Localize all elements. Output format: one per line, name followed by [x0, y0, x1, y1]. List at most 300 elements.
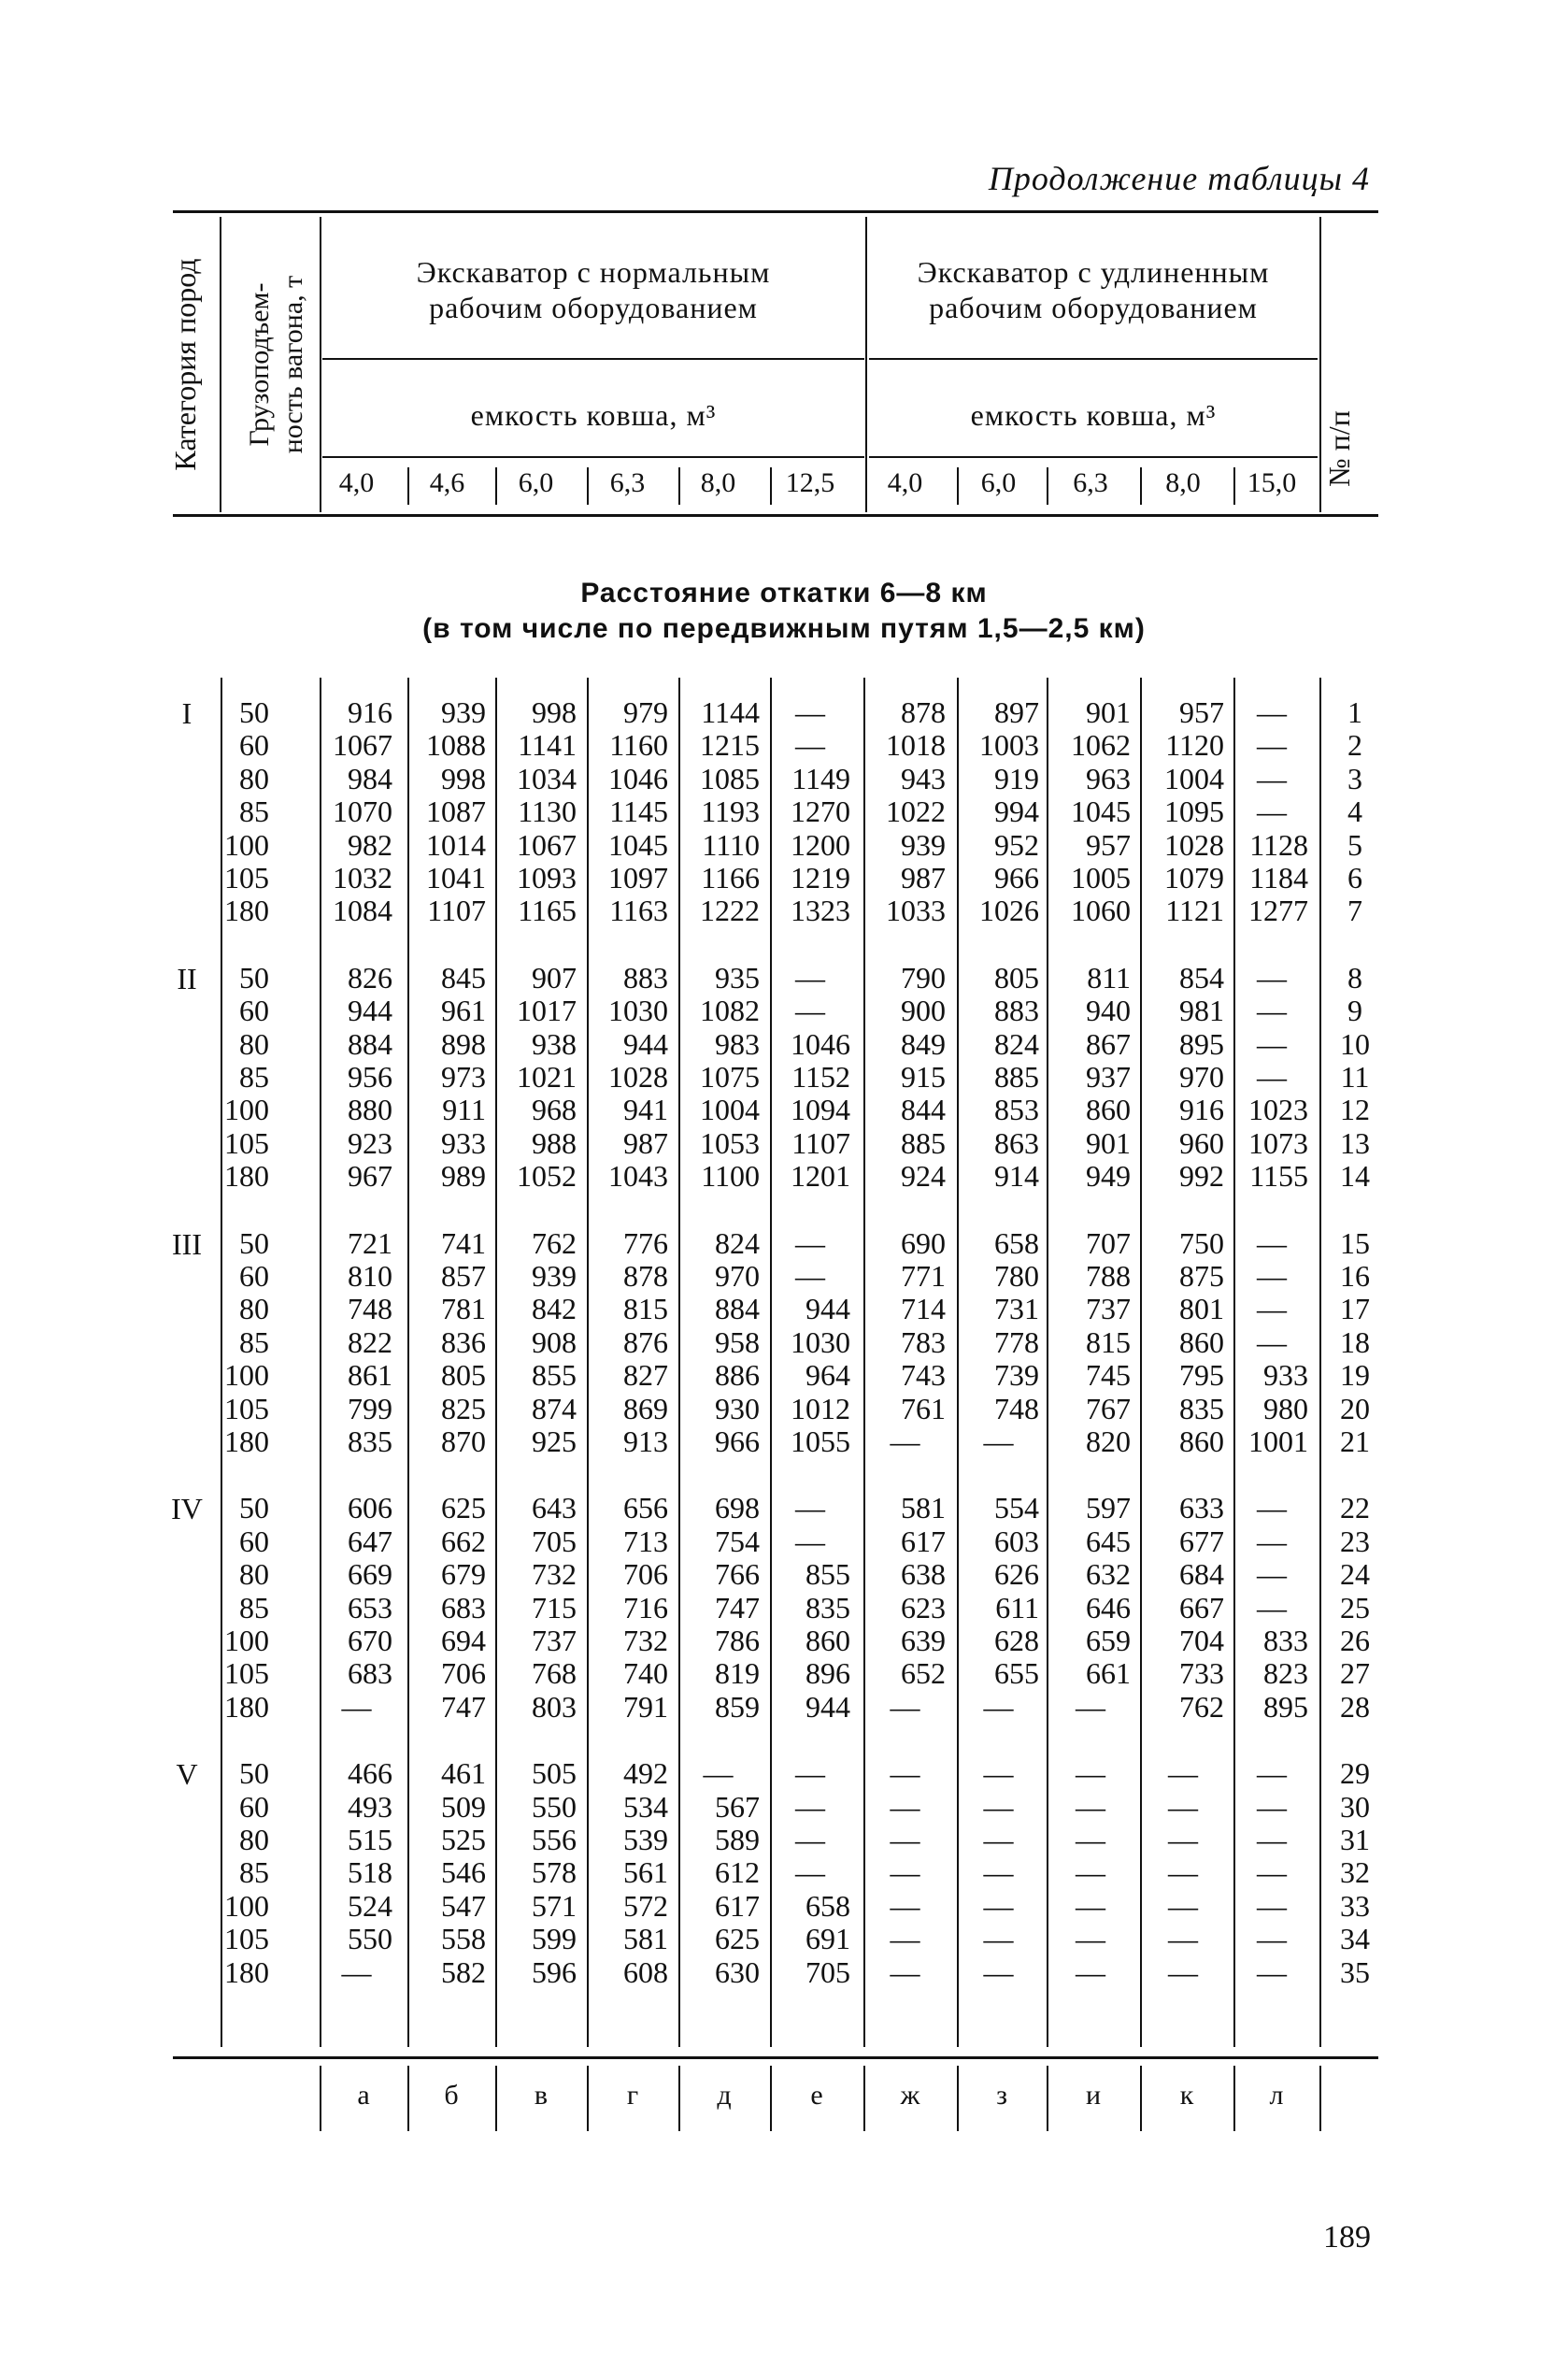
bucket-capacity-cell: 6,0: [980, 467, 1017, 498]
letter-divider: [407, 2066, 409, 2131]
table-cell: 1093: [517, 861, 577, 895]
wagon-capacity-cell: 85: [239, 1324, 269, 1359]
bucket-divider: [770, 467, 772, 505]
table-cell: 820: [1086, 1424, 1131, 1458]
row-number: 14: [1340, 1159, 1370, 1194]
table-cell: 603: [994, 1524, 1039, 1558]
table-cell: 883: [994, 994, 1039, 1028]
table-cell: 984: [348, 761, 392, 795]
table-cell: 611: [995, 1590, 1039, 1625]
table-cell: 880: [348, 1093, 392, 1127]
wagon-capacity-cell: 50: [239, 1756, 269, 1791]
table-cell: 768: [532, 1656, 577, 1691]
table-cell: 617: [715, 1888, 760, 1923]
bucket-capacity-cell: 12,5: [785, 467, 835, 498]
table-cell: 938: [532, 1026, 577, 1061]
table-cell: 707: [1086, 1225, 1131, 1260]
table-cell: 661: [1086, 1656, 1131, 1691]
row-number: 15: [1340, 1225, 1370, 1260]
table-cell: 572: [623, 1888, 668, 1923]
table-cell: 874: [532, 1391, 577, 1425]
table-cell: —: [983, 1954, 1014, 1989]
table-cell: 628: [994, 1624, 1039, 1657]
table-cell: 690: [901, 1225, 946, 1260]
table-cell: 966: [994, 861, 1039, 895]
table-cell: 801: [1179, 1292, 1224, 1326]
table-cell: 781: [441, 1292, 486, 1326]
header-normal-equipment: Экскаватор с нормальным рабочим оборудованием: [416, 255, 771, 324]
table-cell: 766: [715, 1557, 760, 1592]
table-cell: 762: [1179, 1689, 1224, 1724]
table-cell: —: [1257, 1524, 1287, 1558]
letter-divider: [957, 2066, 959, 2131]
table-cell: 658: [994, 1225, 1039, 1260]
table-cell: 1323: [791, 894, 850, 928]
body-column-divider: [221, 678, 222, 2047]
table-cell: 1277: [1248, 894, 1308, 928]
table-cell: 732: [532, 1557, 577, 1592]
table-cell: 939: [441, 695, 486, 729]
table-cell: 823: [1263, 1656, 1308, 1691]
header-bucket-label-extended: емкость ковша, м³: [970, 398, 1217, 432]
table-cell: —: [795, 994, 825, 1028]
table-cell: 961: [441, 994, 486, 1028]
table-cell: 1052: [517, 1159, 577, 1194]
body-column-divider: [1319, 678, 1321, 2047]
table-cell: 554: [994, 1491, 1039, 1525]
table-cell: 824: [994, 1026, 1039, 1061]
table-cell: —: [983, 1424, 1014, 1458]
table-cell: 515: [348, 1823, 392, 1856]
row-number: 13: [1340, 1125, 1370, 1160]
table-cell: 493: [348, 1789, 392, 1824]
table-cell: 546: [441, 1855, 486, 1890]
header-divider-1: [220, 217, 221, 512]
table-cell: —: [890, 1689, 920, 1724]
table-cell: 849: [901, 1026, 946, 1061]
table-cell: 547: [441, 1888, 486, 1923]
table-cell: —: [983, 1888, 1014, 1923]
wagon-capacity-cell: 60: [239, 1789, 269, 1824]
table-cell: 652: [901, 1656, 946, 1691]
table-cell: 791: [623, 1689, 668, 1724]
wagon-capacity-cell: 180: [224, 894, 269, 928]
table-cell: 1004: [700, 1093, 760, 1127]
row-number: 25: [1340, 1590, 1370, 1625]
rock-category-label: V: [176, 1757, 198, 1792]
table-cell: 599: [532, 1922, 577, 1956]
table-cell: 659: [1086, 1624, 1131, 1657]
table-cell: —: [1257, 1324, 1287, 1359]
table-cell: 656: [623, 1491, 668, 1525]
letter-divider: [770, 2066, 772, 2131]
table-cell: 1145: [609, 794, 668, 829]
table-cell: 967: [348, 1159, 392, 1194]
table-cell: 771: [901, 1259, 946, 1293]
table-cell: 987: [901, 861, 946, 895]
wagon-capacity-cell: 100: [224, 827, 269, 862]
table-cell: 956: [348, 1060, 392, 1094]
table-cell: 878: [901, 695, 946, 729]
bucket-divider: [1140, 467, 1142, 505]
table-cell: 869: [623, 1391, 668, 1425]
table-cell: 911: [442, 1093, 486, 1127]
table-cell: 1060: [1071, 894, 1131, 928]
table-cell: 1046: [791, 1026, 850, 1061]
row-number: 29: [1340, 1756, 1370, 1791]
wagon-capacity-cell: 105: [224, 1391, 269, 1425]
table-cell: 1045: [608, 827, 668, 862]
table-cell: 884: [348, 1026, 392, 1061]
table-cell: 805: [441, 1358, 486, 1393]
table-cell: 1222: [700, 894, 760, 928]
wagon-capacity-cell: 50: [239, 1225, 269, 1260]
table-cell: —: [890, 1823, 920, 1856]
bucket-capacity-cell: 4,0: [887, 467, 923, 498]
row-number: 12: [1340, 1093, 1370, 1127]
row-number: 10: [1340, 1026, 1370, 1061]
table-cell: 884: [715, 1292, 760, 1326]
table-cell: 1120: [1165, 728, 1224, 763]
table-cell: 1043: [608, 1159, 668, 1194]
table-cell: 578: [532, 1855, 577, 1890]
table-cell: 1121: [1165, 894, 1224, 928]
wagon-capacity-cell: 180: [224, 1159, 269, 1194]
table-cell: 750: [1179, 1225, 1224, 1260]
table-cell: 964: [805, 1358, 850, 1393]
table-cell: 739: [994, 1358, 1039, 1393]
table-cell: 1030: [608, 994, 668, 1028]
table-cell: 558: [441, 1922, 486, 1956]
table-cell: —: [1076, 1689, 1105, 1724]
table-cell: 878: [623, 1259, 668, 1293]
table-cell: 815: [1086, 1324, 1131, 1359]
wagon-capacity-cell: 105: [224, 1656, 269, 1691]
table-cell: 989: [441, 1159, 486, 1194]
table-cell: 901: [1086, 1125, 1131, 1160]
table-cell: —: [795, 1823, 825, 1856]
row-number: 21: [1340, 1424, 1370, 1458]
table-cell: 1270: [791, 794, 850, 829]
wagon-capacity-cell: 80: [239, 1292, 269, 1326]
table-cell: 815: [623, 1292, 668, 1326]
table-cell: —: [983, 1689, 1014, 1724]
table-cell: —: [1257, 1756, 1287, 1791]
table-cell: 855: [805, 1557, 850, 1592]
table-cell: 762: [532, 1225, 577, 1260]
table-cell: —: [795, 1225, 825, 1260]
table-cell: 842: [532, 1292, 577, 1326]
table-cell: —: [1257, 1823, 1287, 1856]
table-cell: 1200: [791, 827, 850, 862]
table-cell: 900: [901, 994, 946, 1028]
table-cell: 716: [623, 1590, 668, 1625]
table-cell: 898: [441, 1026, 486, 1061]
column-letter: е: [810, 2080, 823, 2111]
table-cell: —: [1257, 1855, 1287, 1890]
table-cell: 1219: [791, 861, 850, 895]
table-cell: 509: [441, 1789, 486, 1824]
column-letter: в: [534, 2080, 549, 2111]
table-cell: —: [1257, 794, 1287, 829]
table-cell: 626: [994, 1557, 1039, 1592]
table-cell: 963: [1086, 761, 1131, 795]
table-cell: 844: [901, 1093, 946, 1127]
wagon-capacity-cell: 85: [239, 1855, 269, 1890]
table-cell: 492: [623, 1756, 668, 1791]
table-cell: 1026: [979, 894, 1039, 928]
row-number: 28: [1340, 1689, 1370, 1724]
table-cell: —: [890, 1756, 920, 1791]
table-cell: 860: [1179, 1424, 1224, 1458]
table-cell: —: [890, 1954, 920, 1989]
table-cell: 952: [994, 827, 1039, 862]
table-cell: 731: [994, 1292, 1039, 1326]
table-cell: 525: [441, 1823, 486, 1856]
table-cell: —: [1257, 1557, 1287, 1592]
table-cell: 534: [623, 1789, 668, 1824]
wagon-capacity-cell: 60: [239, 1524, 269, 1558]
table-cell: 1021: [517, 1060, 577, 1094]
table-cell: 505: [532, 1756, 577, 1791]
table-cell: 691: [805, 1922, 850, 1956]
table-cell: 944: [805, 1689, 850, 1724]
rock-category-label: IV: [171, 1492, 203, 1526]
table-cell: 1107: [791, 1125, 850, 1160]
table-cell: 1055: [791, 1424, 850, 1458]
wagon-capacity-cell: 80: [239, 1557, 269, 1592]
table-cell: —: [1257, 728, 1287, 763]
table-cell: 825: [441, 1391, 486, 1425]
table-cell: —: [1168, 1789, 1198, 1824]
table-cell: 860: [805, 1624, 850, 1657]
table-cell: 1028: [1164, 827, 1224, 862]
table-cell: 901: [1086, 695, 1131, 729]
table-cell: 861: [348, 1358, 392, 1393]
table-cell: 1152: [791, 1060, 850, 1094]
wagon-capacity-cell: 60: [239, 1259, 269, 1293]
table-cell: —: [1257, 1922, 1287, 1956]
bucket-capacity-cell: 6,3: [1073, 467, 1108, 498]
wagon-capacity-cell: 100: [224, 1358, 269, 1393]
table-cell: 721: [348, 1225, 392, 1260]
table-cell: —: [1257, 1026, 1287, 1061]
table-cell: —: [1257, 1888, 1287, 1923]
table-cell: 658: [805, 1888, 850, 1923]
table-cell: 860: [1179, 1324, 1224, 1359]
wagon-capacity-cell: 100: [224, 1093, 269, 1127]
table-cell: —: [703, 1756, 734, 1791]
table-cell: 915: [901, 1060, 946, 1094]
table-cell: 606: [348, 1491, 392, 1525]
table-cell: 647: [348, 1524, 392, 1558]
bucket-divider: [495, 467, 497, 505]
wagon-capacity-cell: 180: [224, 1954, 269, 1989]
table-cell: 907: [532, 960, 577, 995]
bucket-capacity-cell: 8,0: [1165, 467, 1201, 498]
section-subtitle: (в том числе по передвижным путям 1,5—2,5 км): [422, 613, 1146, 644]
table-cell: 705: [805, 1954, 850, 1989]
table-cell: —: [1257, 1789, 1287, 1824]
table-cell: 941: [623, 1093, 668, 1127]
table-cell: 855: [532, 1358, 577, 1393]
table-cell: 1184: [1249, 861, 1308, 895]
wagon-capacity-cell: 180: [224, 1689, 269, 1724]
table-cell: —: [890, 1424, 920, 1458]
table-cell: —: [890, 1855, 920, 1890]
table-cell: 1079: [1164, 861, 1224, 895]
column-letter: и: [1085, 2080, 1102, 2111]
wagon-capacity-cell: 50: [239, 695, 269, 729]
table-cell: 589: [715, 1823, 760, 1856]
table-cell: —: [890, 1888, 920, 1923]
bucket-capacity-cell: 4,0: [338, 467, 375, 498]
table-cell: 715: [532, 1590, 577, 1625]
table-cell: 623: [901, 1590, 946, 1625]
table-cell: —: [795, 695, 825, 729]
table-cell: 1165: [518, 894, 577, 928]
table-cell: —: [1257, 1225, 1287, 1260]
table-cell: 1028: [608, 1060, 668, 1094]
table-cell: —: [1076, 1888, 1105, 1923]
table-cell: —: [983, 1789, 1014, 1824]
bucket-divider: [678, 467, 680, 505]
table-cell: 966: [715, 1424, 760, 1458]
table-cell: 625: [715, 1922, 760, 1956]
table-cell: 1001: [1248, 1424, 1308, 1458]
table-cell: 1018: [886, 728, 946, 763]
table-cell: 822: [348, 1324, 392, 1359]
table-cell: 833: [1263, 1624, 1308, 1657]
table-cell: 706: [441, 1656, 486, 1691]
table-cell: 863: [994, 1125, 1039, 1160]
table-cell: 933: [441, 1125, 486, 1160]
table-cell: —: [1257, 695, 1287, 729]
table-cell: —: [1257, 1292, 1287, 1326]
table-cell: 803: [532, 1689, 577, 1724]
table-cell: 643: [532, 1491, 577, 1525]
table-cell: 653: [348, 1590, 392, 1625]
table-cell: —: [1257, 1954, 1287, 1989]
header-bottom-rule: [173, 514, 1378, 517]
header-mid-rule-normal: [322, 358, 864, 360]
table-cell: 981: [1179, 994, 1224, 1028]
wagon-capacity-cell: 105: [224, 1922, 269, 1956]
table-cell: 859: [715, 1689, 760, 1724]
table-cell: 923: [348, 1125, 392, 1160]
table-cell: 895: [1263, 1689, 1308, 1724]
table-cell: —: [890, 1789, 920, 1824]
bucket-capacity-cell: 6,0: [518, 467, 554, 498]
table-cell: 1034: [517, 761, 577, 795]
table-cell: 1097: [608, 861, 668, 895]
letter-divider: [320, 2066, 321, 2131]
table-cell: 1041: [426, 861, 486, 895]
table-cell: 883: [623, 960, 668, 995]
table-cell: —: [1168, 1823, 1198, 1856]
table-cell: 1023: [1248, 1093, 1308, 1127]
table-cell: —: [795, 1855, 825, 1890]
table-cell: 788: [1086, 1259, 1131, 1293]
table-cell: 836: [441, 1324, 486, 1359]
table-cell: —: [890, 1922, 920, 1956]
table-cell: —: [983, 1823, 1014, 1856]
row-number: 6: [1347, 861, 1362, 895]
table-cell: 1017: [517, 994, 577, 1028]
table-cell: —: [1168, 1922, 1198, 1956]
table-cell: 740: [623, 1656, 668, 1691]
table-cell: 1141: [518, 728, 577, 763]
table-cell: 925: [532, 1424, 577, 1458]
table-cell: 957: [1179, 695, 1224, 729]
bucket-divider: [1047, 467, 1048, 505]
table-cell: 786: [715, 1624, 760, 1657]
row-number: 9: [1347, 994, 1362, 1028]
wagon-capacity-cell: 100: [224, 1624, 269, 1657]
table-cell: 827: [623, 1358, 668, 1393]
table-cell: 908: [532, 1324, 577, 1359]
table-cell: 597: [1086, 1491, 1131, 1525]
table-cell: 1107: [427, 894, 486, 928]
table-cell: 1160: [609, 728, 668, 763]
table-cell: 713: [623, 1524, 668, 1558]
table-cell: 1003: [979, 728, 1039, 763]
table-cell: 518: [348, 1855, 392, 1890]
row-number: 1: [1347, 695, 1362, 729]
table-cell: 748: [348, 1292, 392, 1326]
table-cell: —: [1257, 1590, 1287, 1625]
table-cell: —: [795, 960, 825, 995]
table-cell: 1155: [1249, 1159, 1308, 1194]
table-cell: 935: [715, 960, 760, 995]
table-cell: 698: [715, 1491, 760, 1525]
table-cell: 819: [715, 1656, 760, 1691]
header-category-label: Категория пород: [168, 258, 202, 471]
table-cell: 1128: [1249, 827, 1308, 862]
table-cell: 639: [901, 1624, 946, 1657]
table-cell: 1062: [1071, 728, 1131, 763]
table-cell: 581: [623, 1922, 668, 1956]
table-cell: 916: [1179, 1093, 1224, 1127]
table-cell: 767: [1086, 1391, 1131, 1425]
table-cell: 979: [623, 695, 668, 729]
row-number: 8: [1347, 960, 1362, 995]
header-number-label: № п/п: [1322, 410, 1356, 487]
table-cell: 741: [441, 1225, 486, 1260]
table-cell: 684: [1179, 1557, 1224, 1592]
table-cell: 714: [901, 1292, 946, 1326]
table-cell: 1084: [333, 894, 392, 928]
table-cell: 737: [1086, 1292, 1131, 1326]
table-cell: 539: [623, 1823, 668, 1856]
table-cell: 461: [441, 1756, 486, 1791]
table-cell: 886: [715, 1358, 760, 1393]
table-cell: 748: [994, 1391, 1039, 1425]
table-cell: 1073: [1248, 1125, 1308, 1160]
table-cell: 988: [532, 1125, 577, 1160]
wagon-capacity-cell: 60: [239, 728, 269, 763]
table-cell: 737: [532, 1624, 577, 1657]
table-cell: 1130: [518, 794, 577, 829]
table-cell: 810: [348, 1259, 392, 1293]
row-number: 2: [1347, 728, 1362, 763]
table-cell: 733: [1179, 1656, 1224, 1691]
table-cell: 968: [532, 1093, 577, 1127]
column-letter: г: [626, 2080, 639, 2111]
table-cell: 550: [348, 1922, 392, 1956]
rock-category-label: II: [177, 961, 197, 995]
table-cell: —: [983, 1922, 1014, 1956]
